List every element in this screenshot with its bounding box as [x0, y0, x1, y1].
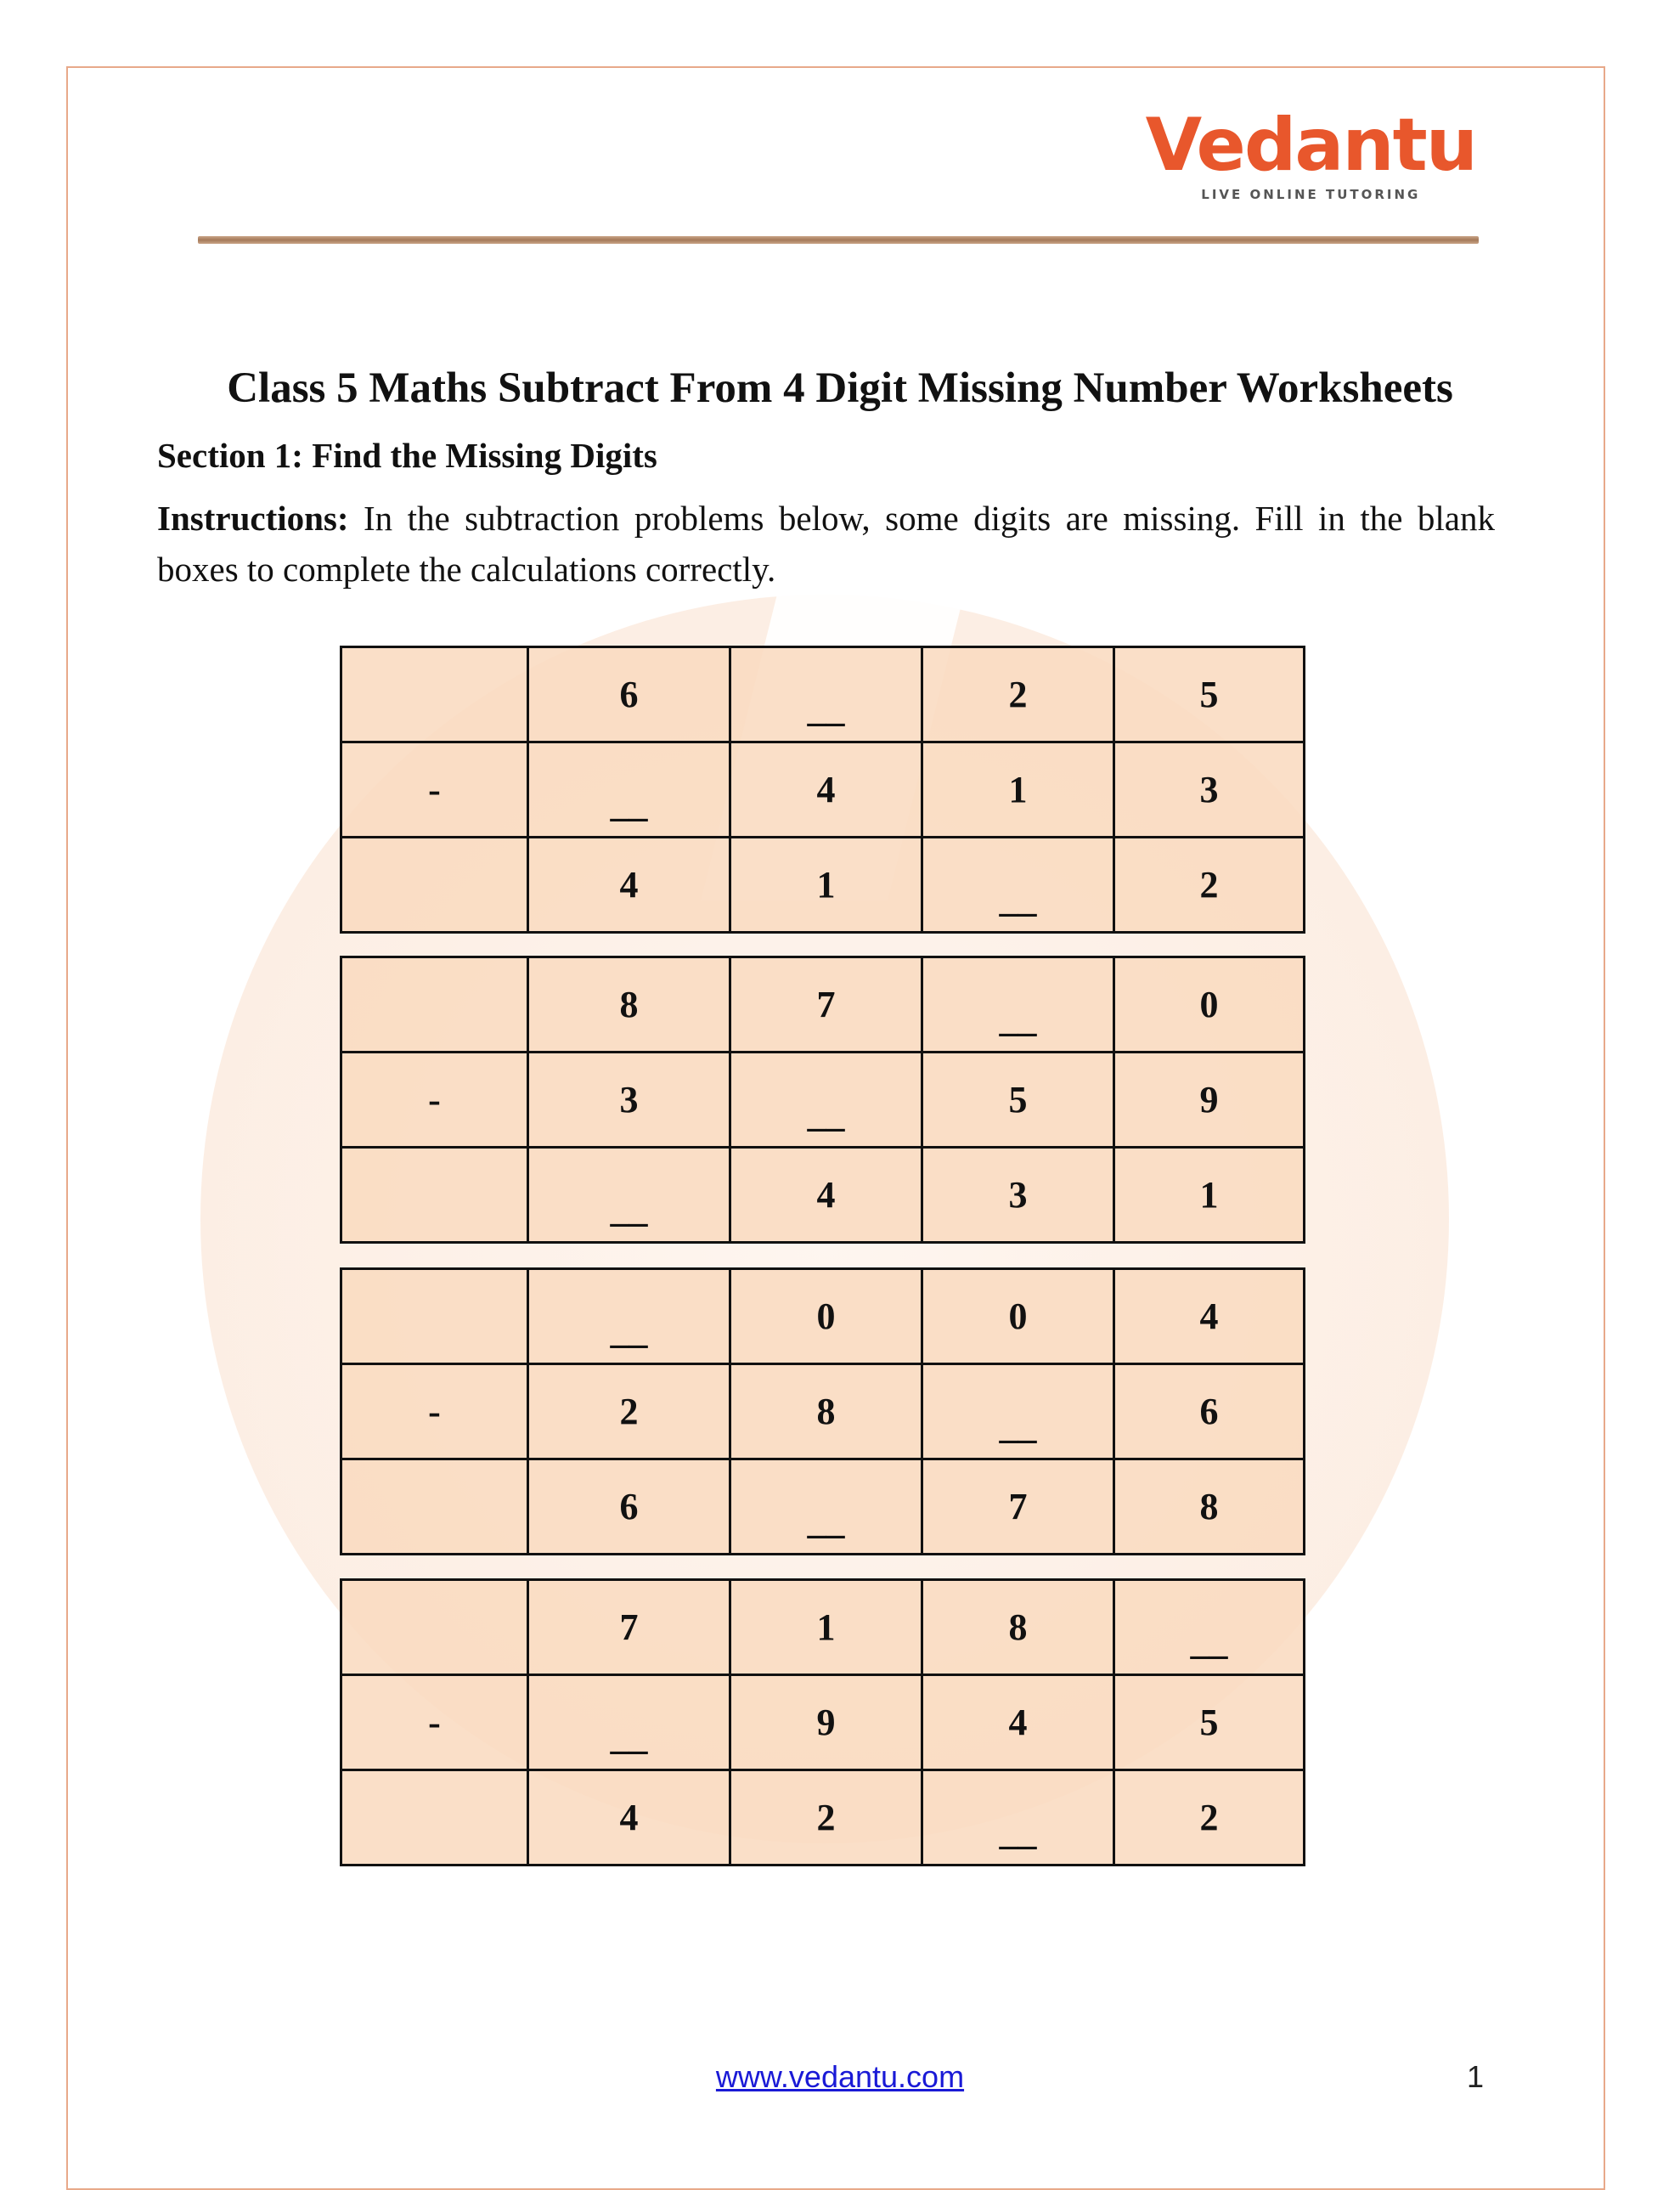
footer-website-link[interactable]: www.vedantu.com	[715, 2059, 965, 2094]
digit-cell: 1	[1114, 1148, 1305, 1243]
digit-cell: 0	[1114, 957, 1305, 1053]
missing-digit-box[interactable]: __	[730, 1053, 922, 1148]
digit-cell: 5	[1114, 1675, 1305, 1770]
digit-cell: 1	[730, 838, 922, 933]
digit-cell: 2	[1114, 1770, 1305, 1865]
section-heading: Section 1: Find the Missing Digits	[157, 436, 657, 475]
problem-row	[341, 1269, 1305, 1364]
problem-row	[341, 742, 1305, 838]
instructions-paragraph	[157, 493, 1495, 595]
empty-cell	[341, 647, 528, 742]
digit-cell: 8	[922, 1580, 1114, 1675]
missing-digit-box[interactable]: __	[528, 1269, 730, 1364]
digit-cell: 1	[922, 742, 1114, 838]
missing-digit-box[interactable]: __	[730, 1459, 922, 1555]
problem-row	[341, 957, 1305, 1053]
problem-row	[341, 1580, 1305, 1675]
problem-row	[341, 1148, 1305, 1243]
digit-cell: 0	[922, 1269, 1114, 1364]
digit-cell: 4	[730, 742, 922, 838]
vedantu-logo	[1145, 103, 1476, 202]
problem-row	[341, 838, 1305, 933]
problem-row	[341, 647, 1305, 742]
minus-sign: -	[341, 742, 528, 838]
empty-cell	[341, 1148, 528, 1243]
digit-cell: 2	[528, 1364, 730, 1459]
header-divider	[198, 236, 1479, 244]
missing-digit-box[interactable]: __	[922, 838, 1114, 933]
empty-cell	[341, 1459, 528, 1555]
digit-cell: 8	[1114, 1459, 1305, 1555]
missing-digit-box[interactable]: __	[1114, 1580, 1305, 1675]
missing-digit-box[interactable]: __	[922, 1364, 1114, 1459]
digit-cell: 4	[528, 1770, 730, 1865]
digit-cell: 2	[1114, 838, 1305, 933]
digit-cell: 8	[528, 957, 730, 1053]
digit-cell: 6	[528, 647, 730, 742]
digit-cell: 5	[922, 1053, 1114, 1148]
subtraction-problem-2	[340, 956, 1305, 1244]
missing-digit-box[interactable]: __	[528, 1148, 730, 1243]
instructions-label: Instructions:	[157, 499, 349, 538]
digit-cell: 9	[1114, 1053, 1305, 1148]
digit-cell: 6	[1114, 1364, 1305, 1459]
digit-cell: 1	[730, 1580, 922, 1675]
digit-cell: 0	[730, 1269, 922, 1364]
problem-row	[341, 1770, 1305, 1865]
empty-cell	[341, 838, 528, 933]
digit-cell: 2	[730, 1770, 922, 1865]
digit-cell: 2	[922, 647, 1114, 742]
page-title: Class 5 Maths Subtract From 4 Digit Missing Number Worksheets	[227, 364, 1453, 412]
digit-cell: 8	[730, 1364, 922, 1459]
page-number: 1	[1467, 2059, 1485, 2094]
missing-digit-box[interactable]: __	[922, 957, 1114, 1053]
digit-cell: 9	[730, 1675, 922, 1770]
minus-sign: -	[341, 1364, 528, 1459]
digit-cell: 4	[1114, 1269, 1305, 1364]
digit-cell: 7	[922, 1459, 1114, 1555]
digit-cell: 3	[528, 1053, 730, 1148]
digit-cell: 4	[528, 838, 730, 933]
problem-row	[341, 1675, 1305, 1770]
digit-cell: 6	[528, 1459, 730, 1555]
digit-cell: 5	[1114, 647, 1305, 742]
digit-cell: 3	[1114, 742, 1305, 838]
empty-cell	[341, 1770, 528, 1865]
digit-cell: 3	[922, 1148, 1114, 1243]
empty-cell	[341, 1269, 528, 1364]
problem-row	[341, 1459, 1305, 1555]
empty-cell	[341, 1580, 528, 1675]
missing-digit-box[interactable]: __	[528, 742, 730, 838]
subtraction-problem-4	[340, 1578, 1305, 1866]
missing-digit-box[interactable]: __	[528, 1675, 730, 1770]
minus-sign: -	[341, 1053, 528, 1148]
empty-cell	[341, 957, 528, 1053]
digit-cell: 7	[730, 957, 922, 1053]
subtraction-problem-3	[340, 1267, 1305, 1555]
subtraction-problem-1	[340, 646, 1305, 934]
digit-cell: 7	[528, 1580, 730, 1675]
logo-wordmark: Vedantu	[1145, 103, 1476, 188]
minus-sign: -	[341, 1675, 528, 1770]
missing-digit-box[interactable]: __	[922, 1770, 1114, 1865]
digit-cell: 4	[730, 1148, 922, 1243]
problem-row	[341, 1053, 1305, 1148]
instructions-text: In the subtraction problems below, some digits are missing. Fill in the blank boxes to complete the calculations correctly.	[157, 499, 1495, 589]
missing-digit-box[interactable]: __	[730, 647, 922, 742]
problem-row	[341, 1364, 1305, 1459]
logo-tagline: LIVE ONLINE TUTORING	[1201, 187, 1421, 202]
digit-cell: 4	[922, 1675, 1114, 1770]
